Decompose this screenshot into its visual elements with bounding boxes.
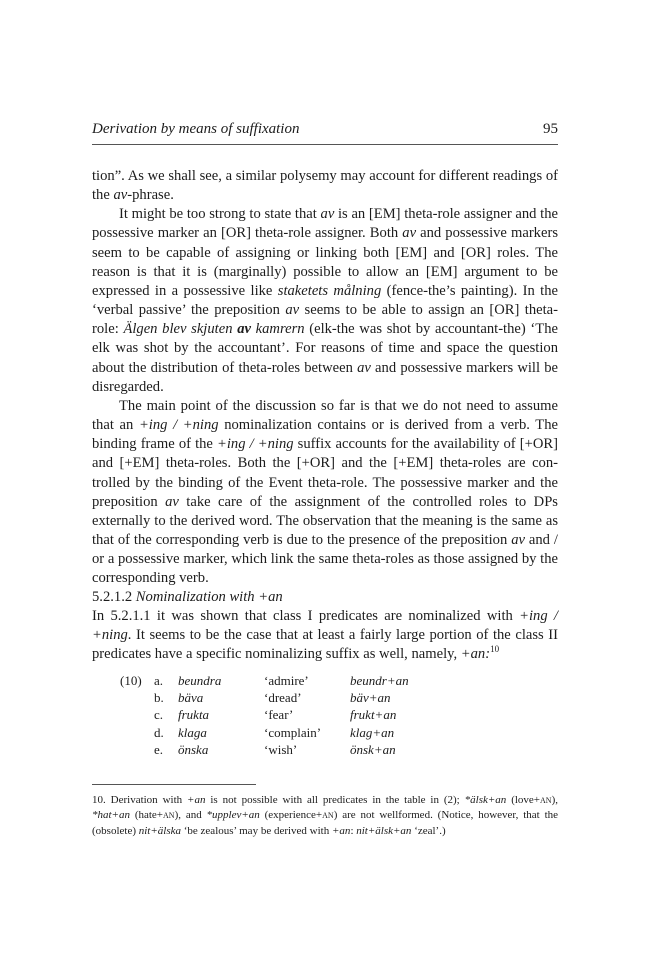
example-number: [120, 724, 154, 741]
running-header: [92, 121, 558, 143]
page-number: 95: [543, 121, 558, 137]
example-row: [120, 706, 440, 723]
section-number: 5.2.1.2: [92, 589, 133, 605]
example-derived: klag+an: [350, 724, 395, 740]
example-gloss: ‘complain’: [264, 724, 322, 740]
section-paragraph: In 5.2.1.1 it was shown that class I predicates are nominalized with +ing / +ning. It seems to be the case that at least a fairly large portion of the class II predicates have a specific nominalizing suffix as well, namely, +an:$^{10}$: [92, 608, 558, 663]
paragraph-1: tion”. As we shall see, a similar polysemy may account for different readings of the av-phrase.: [92, 168, 558, 204]
example-derived: önsk+an: [350, 741, 396, 757]
example-word: bäva: [178, 690, 204, 706]
body-text: [92, 167, 558, 588]
header-rule: [92, 144, 558, 145]
example-row: [120, 689, 440, 706]
running-title: Derivation by means of suffixation: [92, 121, 300, 137]
example-letter: d.: [154, 724, 164, 740]
example-word: önska: [178, 741, 209, 757]
example-gloss: ‘wish’: [264, 741, 298, 757]
example-word: klaga: [178, 724, 207, 740]
example-gloss: ‘fear’: [264, 707, 294, 723]
footnote-ref[interactable]: 10: [490, 644, 500, 655]
example-number: (10): [120, 673, 142, 688]
section-title: Nominalization with +an: [135, 589, 283, 605]
example-number: [120, 689, 154, 706]
example-gloss: ‘dread’: [264, 690, 302, 706]
example-number: [120, 706, 154, 723]
paragraph-2: It might be too strong to state that av is an [EM] theta-role assigner and the possessive marker an [OR] theta-role assigner. Both av and possessive markers seem to be capable of assigning or linking both [EM] and [OR] roles. The reason is that it is (marginally) possible to allow an [EM] argument to be expressed in a possessive like staketets målning (fence-the’s painting). In the ‘verbal passive’ the preposition av seems to be able to assign an [OR] theta-role: Älgen blev skjuten av kamrern (elk-the was shot by accountant-the) ‘The elk was shot by the accountant’. For reasons of time and space the question about the distribution of theta-roles between av and possessive markers will be disregarded.: [92, 206, 558, 395]
example-word: beundra: [178, 673, 222, 688]
example-gloss: ‘admire’: [264, 673, 309, 688]
example-letter: e.: [154, 741, 164, 757]
example-number: [120, 741, 154, 758]
section-heading: [92, 588, 558, 607]
example-letter: a.: [154, 673, 164, 688]
example-row: [120, 672, 440, 689]
example-word: frukta: [178, 707, 210, 723]
example-derived: beundr+an: [350, 673, 409, 688]
example-letter: c.: [154, 707, 164, 723]
footnote-10: 10. Derivation with +an is not possible with all predicates in the table in (2); *älsk+an (love+an), *hat+an (hate+an), and *upplev+an (experience+an) are not wellformed. (Notice, however, that the (obsolete) nit+älska ‘be zealous’ may be derived with +an: nit+älsk+an ‘zeal’.): [92, 794, 559, 837]
example-letter: b.: [154, 690, 164, 706]
paragraph-3: The main point of the discussion so far is that we do not need to assume that an +ing / +ning nominalization contains or is derived from a verb. The binding frame of the +ing / +ning suffix accounts for the availability of [+OR] and [+EM] theta-roles. Both the [+OR] and the [+EM] theta-roles are con-trolled by the binding of the Event theta-role. The possessive marker and the preposition av take care of the assignment of the controlled roles to DPs externally to the derived word. The observation that the meaning is the same as that of the corresponding verb is due to the presence of the preposition av and / or a possessive marker, which link the same theta-roles as those assigned by the corresponding verb.: [92, 397, 558, 587]
example-derived: bäv+an: [350, 690, 391, 706]
example-row: [120, 724, 440, 741]
footnote-rule: [92, 784, 256, 785]
example-derived: frukt+an: [350, 707, 397, 723]
example-row: [120, 741, 440, 758]
example-10: [120, 672, 440, 758]
